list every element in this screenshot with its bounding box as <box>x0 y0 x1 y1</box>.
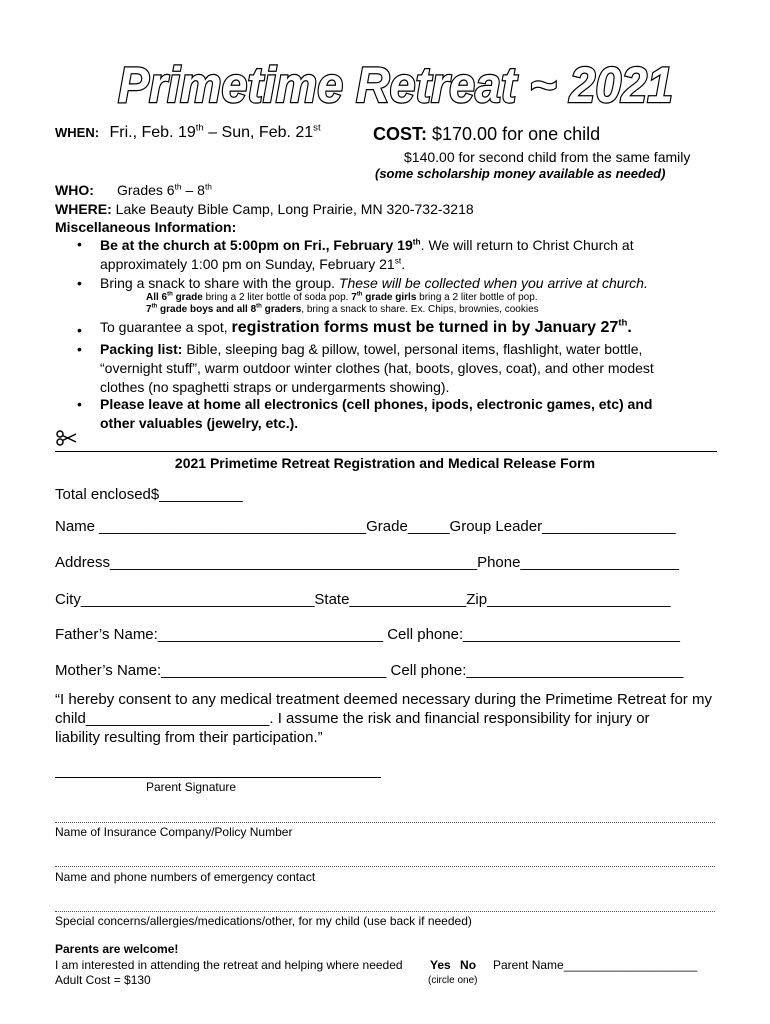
misc-heading: Miscellaneous Information: <box>55 219 237 235</box>
who-text: Grades 6th – 8th <box>117 181 212 198</box>
emergency-label: Name and phone numbers of emergency contact <box>55 870 316 884</box>
who-line <box>55 182 212 198</box>
cost-scholarship: (some scholarship money available as needed) <box>375 166 666 181</box>
insurance-label: Name of Insurance Company/Policy Number <box>55 825 293 839</box>
cost-line <box>373 124 600 145</box>
bullet-dot: • <box>77 322 82 338</box>
form-title: 2021 Primetime Retreat Registration and Medical Release Form <box>174 455 596 471</box>
insurance-line[interactable] <box>55 822 715 823</box>
consent-line3: liability resulting from their participation.” <box>55 729 323 746</box>
cut-line <box>55 451 717 452</box>
when-line <box>55 124 321 142</box>
bullet-dot: • <box>77 396 82 412</box>
electronics-line2: other valuables (jewelry, etc.). <box>100 415 299 431</box>
packing-label: Packing list: <box>100 341 183 357</box>
consent-line2[interactable]: child______________________. I assume the risk and financial responsibility for injury or <box>55 710 650 727</box>
page-title-text: Primetime Retreat ~ 2021 <box>118 58 673 113</box>
bullet-electronics <box>100 395 652 433</box>
bullet-arrival <box>100 236 634 274</box>
father-field[interactable]: Father’s Name:___________________________ Cell phone:__________________________ <box>55 626 681 643</box>
bullet-dot: • <box>77 341 82 357</box>
where-line <box>55 201 474 217</box>
deadline-plain: To guarantee a spot, <box>100 319 228 335</box>
parents-welcome: Parents are welcome! <box>55 942 179 956</box>
address-phone-field[interactable]: Address____________________________________________Phone___________________ <box>55 554 679 571</box>
deadline-bold: registration forms must be turned in by January 27th. <box>231 317 632 336</box>
arrival-line2: approximately 1:00 pm on Sunday, February 21st. <box>100 255 406 272</box>
yes-no-choice[interactable]: Yes No <box>430 958 477 972</box>
packing-rest: Bible, sleeping bag & pillow, towel, personal items, flashlight, water bottle, <box>186 341 643 357</box>
snack-italic: These will be collected when you arrive at church. <box>338 275 648 291</box>
where-text: Lake Beauty Bible Camp, Long Prairie, MN 320-732-3218 <box>115 201 474 217</box>
cost-label: COST: <box>373 124 427 144</box>
bullet-deadline <box>100 318 632 337</box>
concerns-line[interactable] <box>55 911 715 912</box>
bullet-dot: • <box>77 236 82 252</box>
packing-line2: “overnight stuff”, warm outdoor winter clothes (hat, boots, gloves, coat), and other modest <box>100 360 654 376</box>
interested-text: I am interested in attending the retreat and helping where needed <box>55 958 403 972</box>
parent-signature-line[interactable] <box>55 777 381 778</box>
snack-detail-2: 7th grade boys and all 8th graders, bring a snack to share. Ex. Chips, brownies, cookies <box>146 303 539 315</box>
scissors-icon <box>56 430 78 446</box>
when-label: WHEN: <box>55 125 100 140</box>
total-enclosed-field[interactable]: Total enclosed$__________ <box>55 486 243 503</box>
cost-second-child: $140.00 for second child from the same family <box>404 149 691 165</box>
mother-field[interactable]: Mother’s Name:___________________________ Cell phone:__________________________ <box>55 662 684 679</box>
when-text: Fri., Feb. 19th – Sun, Feb. 21st <box>109 122 321 141</box>
parent-name-field[interactable]: Parent Name____________________ <box>493 958 698 972</box>
page-title <box>110 58 690 114</box>
circle-one-note: (circle one) <box>428 975 478 986</box>
name-grade-leader-field[interactable]: Name ________________________________Grade_____Group Leader________________ <box>55 518 676 535</box>
adult-cost: Adult Cost = $130 <box>55 973 151 987</box>
emergency-line[interactable] <box>55 866 715 867</box>
cost-value: $170.00 for one child <box>432 124 601 144</box>
arrival-bold: Be at the church at 5:00pm on Fri., February 19th <box>100 236 421 253</box>
city-state-zip-field[interactable]: City____________________________State______________Zip______________________ <box>55 591 671 608</box>
concerns-label: Special concerns/allergies/medications/other, for my child (use back if needed) <box>55 914 472 928</box>
arrival-rest: . We will return to Christ Church at <box>420 237 634 253</box>
bullet-packing <box>100 340 654 397</box>
bullet-dot: • <box>77 275 82 291</box>
bullet-snack <box>100 274 648 293</box>
consent-line1: “I hereby consent to any medical treatment deemed necessary during the Primetime Retreat for my <box>55 691 712 708</box>
consent-text <box>55 690 712 747</box>
where-label: WHERE: <box>55 201 112 217</box>
snack-plain: Bring a snack to share with the group. <box>100 275 336 291</box>
who-label: WHO: <box>55 182 94 198</box>
parent-signature-label: Parent Signature <box>146 780 237 794</box>
packing-line3: clothes (no spaghetti straps or undergarments showing). <box>100 379 450 395</box>
snack-detail-1: All 6th grade bring a 2 liter bottle of soda pop. 7th grade girls bring a 2 liter bottle of pop. <box>146 291 538 303</box>
electronics-line1: Please leave at home all electronics (cell phones, ipods, electronic games, etc) and <box>100 396 653 412</box>
